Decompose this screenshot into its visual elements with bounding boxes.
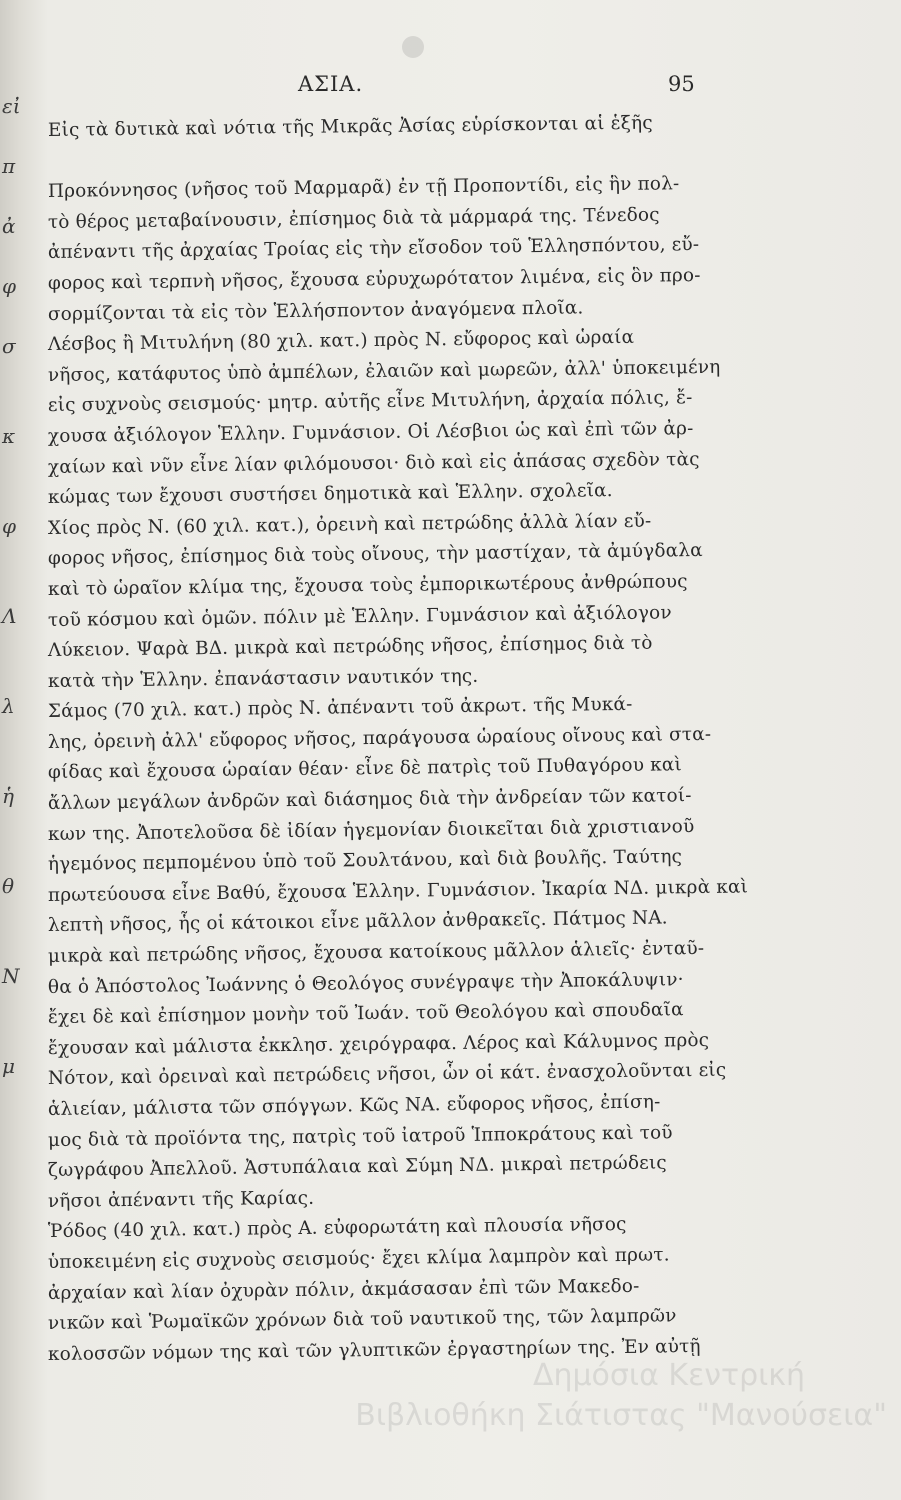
text-line: σορμίζονται τὰ εἰς τὸν Ἑλλήσποντον ἀναγόμενα πλοῖα. bbox=[47, 297, 584, 325]
text-line: νῆσοι ἀπέναντι τῆς Καρίας. bbox=[47, 1187, 315, 1212]
text-line: καὶ τὸ ὡραῖον κλίμα της, ἔχουσα τοὺς ἐμπορικωτέρους ἀνθρώπους bbox=[47, 571, 688, 600]
text-line: κώμας των ἔχουσι συστήσει δημοτικὰ καὶ Ἑλλην. σχολεῖα. bbox=[47, 480, 613, 509]
text-line: Λύκειον. Ψαρὰ ΒΔ. μικρὰ καὶ πετρώδης νῆσος, ἐπίσημος διὰ τὸ bbox=[47, 632, 653, 662]
text-line: τοῦ κόσμου καὶ ὁμῶν. πόλιν μὲ Ἑλλην. Γυμνάσιον καὶ ἀξιόλογον bbox=[47, 601, 672, 631]
text-line: μικρὰ καὶ πετρώδης νῆσος, ἔχουσα κατοίκους μᾶλλον ἁλιεῖς· ἐνταῦ- bbox=[47, 938, 705, 968]
body-text bbox=[47, 112, 749, 1370]
text-line: χαίων καὶ νῦν εἶνε λίαν φιλόμουσοι· διὸ καὶ εἰς ἁπάσας σχεδὸν τὰς bbox=[47, 448, 700, 478]
text-line: Χίος πρὸς Ν. (60 χιλ. κατ.), ὀρεινὴ καὶ πετρώδης ἀλλὰ λίαν εὔ- bbox=[47, 510, 652, 539]
text-line: ἔχει δὲ καὶ ἐπίσημον μονὴν τοῦ Ἰωάν. τοῦ Θεολόγου καὶ σπουδαῖα bbox=[47, 999, 684, 1029]
text-line: ἀρχαίαν καὶ λίαν ὀχυρὰν πόλιν, ἀκμάσασαν ἐπὶ τῶν Μακεδο- bbox=[47, 1275, 640, 1304]
text-line: Εἰς τὰ δυτικὰ καὶ νότια τῆς Μικρᾶς Ἀσίας εὑρίσκονται αἱ ἑξῆς bbox=[47, 112, 653, 141]
text-line: Προκόννησος (νῆσος τοῦ Μαρμαρᾶ) ἐν τῇ Προποντίδι, εἰς ἣν πολ- bbox=[47, 173, 680, 203]
text-line: κατὰ τὴν Ἑλλην. ἐπανάστασιν ναυτικόν της. bbox=[47, 665, 479, 692]
text-line: νικῶν καὶ Ῥωμαϊκῶν χρόνων διὰ τοῦ ναυτικοῦ της, τῶν λαμπρῶν bbox=[47, 1305, 677, 1335]
page-number: 95 bbox=[668, 72, 695, 96]
text-line: χουσα ἀξιόλογον Ἑλλην. Γυμνάσιον. Οἱ Λέσβιοι ὡς καὶ ἐπὶ τῶν ἀρ- bbox=[47, 418, 694, 447]
text-line: λεπτὴ νῆσος, ἧς οἱ κάτοικοι εἶνε μᾶλλον ἀνθρακεῖς. Πάτμος ΝΑ. bbox=[47, 907, 668, 937]
running-head: ΑΣΙΑ. bbox=[298, 72, 364, 96]
text-line: Ῥόδος (40 χιλ. κατ.) πρὸς Α. εὐφορωτάτη καὶ πλουσία νῆσος bbox=[47, 1214, 627, 1243]
previous-page-gutter: εἰ π ἀ φ σ κ φ Λ λ ἡ θ Ν μ bbox=[2, 94, 21, 1078]
text-line: τὸ θέρος μεταβαίνουσιν, ἐπίσημος διὰ τὰ μάρμαρά της. Τένεδος bbox=[47, 204, 660, 233]
text-line: θα ὁ Ἀπόστολος Ἰωάννης ὁ Θεολόγος συνέγραψε τὴν Ἀποκάλυψιν· bbox=[47, 968, 684, 998]
library-watermark-line-1: Δημόσια Κεντρική bbox=[532, 1358, 805, 1393]
text-line: νῆσος, κατάφυτος ὑπὸ ἀμπέλων, ἐλαιῶν καὶ μωρεῶν, ἀλλ' ὑποκειμένη bbox=[47, 356, 721, 386]
text-line: Σάμος (70 χιλ. κατ.) πρὸς Ν. ἀπέναντι τοῦ ἀκρωτ. τῆς Μυκά- bbox=[47, 694, 633, 723]
text-line: ζωγράφου Ἀπελλοῦ. Ἀστυπάλαια καὶ Σύμη ΝΔ. μικραὶ πετρώδεις bbox=[47, 1152, 667, 1182]
text-line: εἰς συχνοὺς σεισμούς· μητρ. αὐτῆς εἶνε Μιτυλήνη, ἀρχαία πόλις, ἔ- bbox=[47, 387, 693, 417]
text-line: λης, ὀρεινὴ ἀλλ' εὔφορος νῆσος, παράγουσα ὡραίους οἴνους καὶ στα- bbox=[47, 723, 712, 753]
text-line: φορος νῆσος, ἐπίσημος διὰ τοὺς οἴνους, τὴν μαστίχαν, τὰ ἀμύγδαλα bbox=[47, 540, 703, 570]
text-line: φίδας καὶ ἔχουσα ὡραίαν θέαν· εἶνε δὲ πατρὶς τοῦ Πυθαγόρου καὶ bbox=[47, 754, 683, 784]
text-line: ἡγεμόνος πεμπομένου ὑπὸ τοῦ Σουλτάνου, καὶ διὰ βουλῆς. Ταύτης bbox=[47, 846, 683, 876]
text-line: ἁλιείαν, μάλιστα τῶν σπόγγων. Κῶς ΝΑ. εὔφορος νῆσος, ἐπίση- bbox=[47, 1091, 661, 1120]
text-line: ὑποκειμένη εἰς συχνοὺς σεισμούς· ἔχει κλίμα λαμπρὸν καὶ πρωτ. bbox=[47, 1244, 670, 1273]
text-line: πρωτεύουσα εἶνε Βαθύ, ἔχουσα Ἑλλην. Γυμνάσιον. Ἰκαρία ΝΔ. μικρὰ καὶ bbox=[47, 876, 749, 906]
text-line: μος διὰ τὰ προϊόντα της, πατρὶς τοῦ ἰατροῦ Ἱπποκράτους καὶ τοῦ bbox=[47, 1121, 673, 1151]
text-line: φορος καὶ τερπνὴ νῆσος, ἔχουσα εὐρυχωρότατον λιμένα, εἰς ὃν προ- bbox=[47, 264, 701, 294]
text-line: ἄλλων μεγάλων ἀνδρῶν καὶ διάσημος διὰ τὴν ἀνδρείαν τῶν κατοί- bbox=[47, 785, 692, 815]
page-header bbox=[0, 72, 901, 102]
text-line: κολοσσῶν νόμων της καὶ τῶν γλυπτικῶν ἐργαστηρίων της. Ἐν αὐτῇ bbox=[47, 1335, 701, 1365]
text-line: Λέσβος ἢ Μιτυλήνη (80 χιλ. κατ.) πρὸς Ν. εὔφορος καὶ ὡραία bbox=[47, 326, 635, 356]
text-line: ἀπέναντι τῆς ἀρχαίας Τροίας εἰς τὴν εἴσοδον τοῦ Ἑλλησπόντου, εὔ- bbox=[47, 234, 700, 264]
text-line: ἔχουσαν καὶ μάλιστα ἐκκλησ. χειρόγραφα. Λέρος καὶ Κάλυμνος πρὸς bbox=[47, 1029, 710, 1059]
ink-stain bbox=[402, 36, 424, 58]
library-watermark-line-2: Βιβλιοθήκη Σιάτιστας "Μανούσεια" bbox=[355, 1398, 887, 1433]
text-line: κων της. Ἀποτελοῦσα δὲ ἰδίαν ἡγεμονίαν διοικεῖται διὰ χριστιανοῦ bbox=[47, 815, 695, 845]
text-line: Νότον, καὶ ὀρειναὶ καὶ πετρώδεις νῆσοι, ὧν οἱ κάτ. ἐνασχολοῦνται εἰς bbox=[47, 1060, 727, 1090]
